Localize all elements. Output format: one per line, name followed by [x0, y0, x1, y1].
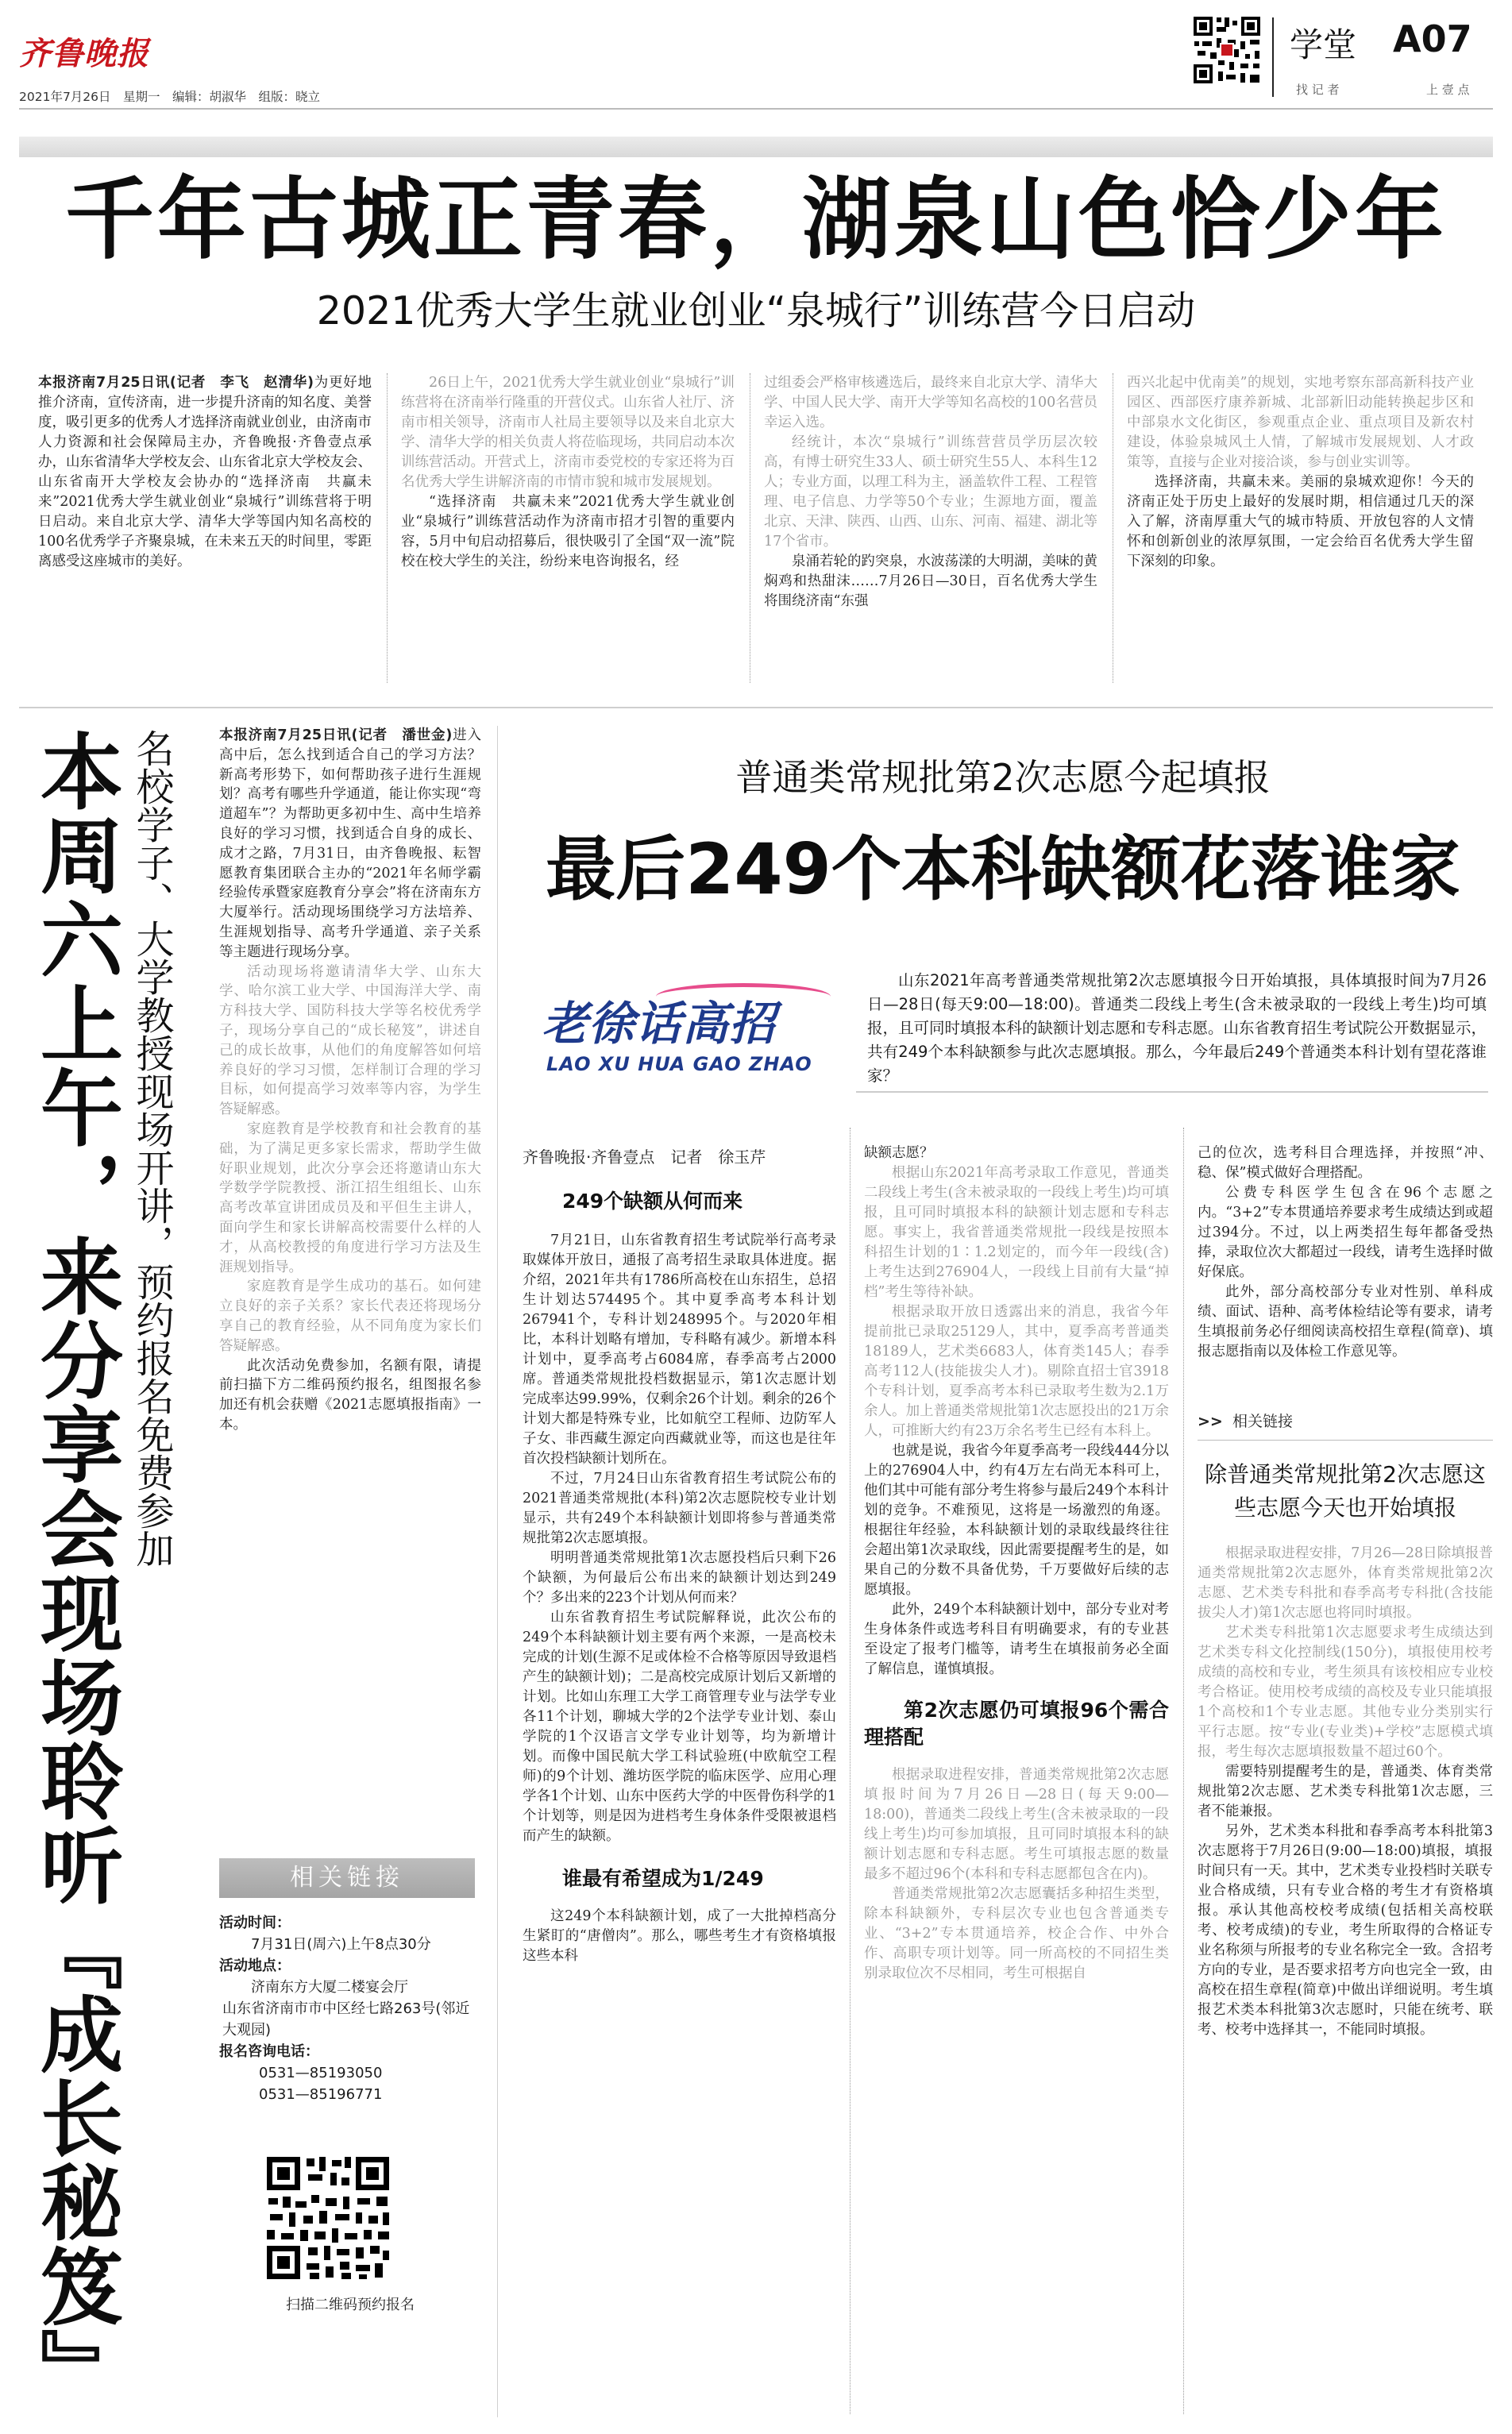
event-phone-2: 0531—85196771 [259, 2086, 383, 2103]
left-body-p2: 活动现场将邀请清华大学、山东大学、哈尔滨工业大学、中国海洋大学、南方科技大学、国防科技大学等名校优秀学子，现场分享自己的“成长秘笈”，讲述自己的成长故事，从他们的角度解答如何培养良好的学习习惯，怎样制订合理的学习目标，如何提高学习效率等内容，为学生答疑解惑。 [219, 963, 481, 1118]
left-body-p4: 家庭教育是学生成功的基石。如何建立良好的亲子关系？家长代表还将现场分享自己的教育经验，从不同角度为家长们答疑解惑。 [219, 1279, 481, 1354]
top-col-3-p1: 过组委会严格审核遴选后，最终来自北京大学、清华大学、中国人民大学、南开大学等知名高校的100名营员幸运入选。 [764, 375, 1097, 430]
related-links-label [1198, 1410, 1493, 1433]
top-col-1 [38, 373, 372, 687]
top-col-2-p2: “选择济南 共赢未来”2021优秀大学生就业创业“泉城行”训练营活动作为济南市招才引智的重要内容，5月中旬启动招募后，很快吸引了全国“双一流”院校在校大学生的关注，纷纷来电咨询报名，经 [401, 494, 735, 569]
sub-head-2: 谁最有希望成为1/249 [562, 1867, 764, 1890]
left-vertical-headline: 本周六上午，来分享会现场聆听『成长秘笈』 [26, 729, 123, 2413]
main-col-3-p2: 公费专科医学生包含在96个志愿之内。“3+2”专本贯通培养要求考生成绩达到或超过394分。不过，以上两类招生每年都备受热捧，录取位次大都超过一段线，请考生选择时做好保底。 [1198, 1185, 1493, 1280]
main-intro [867, 969, 1487, 1088]
main-col-1-p1: 7月21日，山东省教育招生考试院举行高考录取媒体开放日，通报了高考招生录取具体进度。据介绍，2021年共有1786所高校在山东招生，总招生计划达574495个。其中夏季高考本科计划267941个，专科计划248995个。与2020年相比，本科计划略有增加，专科略有减少。新增本科计划中，夏季高考占6084席，春季高考占2000席。普通类常规批投档数据显示，第1次志愿计划完成率达99.99%，仅剩余26个计划。剩余的26个计划大都是特殊专业，比如航空工程师、边防军人子女、非西藏生源定向西藏就业等，而这也是往年首次投档缺额计划所在。 [523, 1232, 836, 1467]
top-col-4-p2: 选择济南，共赢未来。美丽的泉城欢迎你！今天的济南正处于历史上最好的发展时期，相信通过几天的深入了解，济南厚重大气的城市特质、开放包容的人文情怀和创新创业的浓厚氛围，一定会给百名优秀大学生留下深刻的印象。 [1127, 474, 1474, 569]
left-body-p1: 进入高中后，怎么找到适合自己的学习方法？新高考形势下，如何帮助孩子进行生涯规划？高考有哪些升学通道，能让你实现“弯道超车”？为帮助更多初中生、高中生培养良好的学习习惯，找到适合自身的成长、成才之路，7月31日，由齐鲁晚报、耘智愿教育集团联合主办的“2021年名师学霸经验传承暨家庭教育分享会”将在济南东方大厦举行。活动现场围绕学习方法培养、生涯规划指导、高考升学通道、亲子关系等主题进行现场分享。 [219, 727, 481, 960]
top-headline: 千年古城正青春，湖泉山色恰少年 [65, 168, 1447, 272]
intro-rule [856, 1091, 1488, 1093]
event-time-label: 活动时间： [219, 1915, 291, 1931]
event-place-2: 山东省济南市市中区经七路263号(邻近大观园) [222, 2000, 470, 2039]
main-col-1-p2: 不过，7月24日山东省教育招生考试院公布的2021普通类常规批(本科)第2次志愿院校专业计划显示，共有249个本科缺额计划即将参与普通类常规批第2次志愿填报。 [523, 1471, 836, 1546]
date-line: 2021年7月26日 星期一 编辑：胡淑华 组版：晓立 [19, 90, 321, 104]
registration-qr-icon[interactable] [264, 2154, 392, 2282]
main-col-2 [864, 1144, 1169, 2418]
top-divider-1 [387, 373, 388, 683]
main-col-1 [523, 1144, 836, 2418]
left-main-divider [497, 726, 498, 2417]
masthead [19, 14, 1493, 103]
event-place-1: 济南东方大厦二楼宴会厅 [251, 1979, 408, 1996]
header-qr-icon [1191, 14, 1263, 103]
main-col-2-p6: 根据录取进程安排，普通类常规批第2次志愿填报时间为7月26日—28日(每天9:00—18:00)，普通类二段线上考生(含未被录取的一段线上考生)均可参加填报，且可同时填报本科的缺额计划志愿和专科志愿。考生可填报志愿的数量最多不超过96个(本科和专科志愿都包含在内)。 [864, 1767, 1169, 1882]
main-col-2-p4: 也就是说，我省今年夏季高考一段线444分以上的276904人中，约有4万左右尚无本科可上，他们其中可能有部分考生将参与最后249个本科计划的竞争。不难预见，这将是一场激烈的角逐。根据往年经验，本科缺额计划的录取线最终往往会超出第1次录取线，因此需要提醒考生的是，如果自己的分数不具备优势，千万要做好后续的志愿填报。 [864, 1443, 1169, 1598]
masthead-rule [19, 108, 1493, 110]
main-col-2-p3: 根据录取开放日透露出来的消息，我省今年提前批已录取25129人，其中，夏季高考普通类18189人，艺术类6683人，体育类145人；春季高考112人(技能拔尖人才)。剔除直招士官3918个专科计划，夏季高考本科已录取考生数为2.1万余人。加上普通类常规批第1次志愿投出的21万余人，可推断大约有23万余名考生已经有本科上。 [864, 1304, 1169, 1439]
top-col-4 [1127, 373, 1474, 687]
event-phone-label: 报名咨询电话： [219, 2043, 319, 2060]
column-logo-text: 老徐话高招 [542, 997, 777, 1051]
main-col-3-p7: 另外，艺术类本科批和春季高考本科批第3次志愿将于7月26日(9:00—18:00)填报，填报时间只有一天。其中，艺术类专业投档时关联专业合格成绩，只有专业合格的考生才有资格填报。承认其他高校校考成绩(包括相关高校联考、校考成绩)的专业，考生所取得的合格证专业名称须与所报考的专业名称完全一致。含招考方向的专业，是否要求招考方向也完全一致，由高校在招生章程(简章)中做出详细说明。考生填报艺术类本科批第3次志愿时，只能在统考、联考、校考中选择其一，不能同时填报。 [1198, 1823, 1493, 2038]
column-logo-pinyin: LAO XU HUA GAO ZHAO [546, 1053, 812, 1075]
main-col-3 [1198, 1144, 1493, 2418]
related-headline: 除普通类常规批第2次志愿这些志愿今天也开始填报 [1205, 1461, 1486, 1521]
main-col-3-p1: 己的位次，选考科目合理选择，并按照“冲、稳、保”模式做好合理搭配。 [1198, 1145, 1493, 1181]
section-name: 学堂 [1290, 25, 1357, 64]
main-col-1-p5: 这249个本科缺额计划，成了一大批掉档高分生紧盯的“唐僧肉”。那么，哪些考生才有资格填报这些本科 [523, 1908, 836, 1964]
main-col-3-p4: 根据录取进程安排，7月26—28日除填报普通类常规批第2次志愿外，体育类常规批第2次志愿、艺术类专科批和春季高考专科批(含技能拔尖人才)第1次志愿也将同时填报。 [1198, 1545, 1493, 1621]
top-col-4-p1: 西兴北起中优南美”的规划，实地考察东部高新科技产业园区、西部医疗康养新城、北部新旧动能转换起步区和中部泉水文化街区，参观重点企业、重点项目及新农村建设，体验泉城风土人情，了解城市发展规划、人才政策等，直接与企业对接洽谈，参与创业实训等。 [1127, 375, 1474, 470]
main-intro-text: 山东2021年高考普通类常规批第2次志愿填报今日开始填报，具体填报时间为7月26日—28日(每天9:00—18:00)。普通类二段线上考生(含未被录取的一段线上考生)均可填报，且可同时填报本科的缺额计划志愿和专科志愿。山东省教育招生考试院公开数据显示，共有249个本科缺额参与此次志愿填报。那么，今年最后249个普通类本科计划有望花落谁家？ [867, 971, 1487, 1085]
sub-head-3: 第2次志愿仍可填报96个需合理搭配 [864, 1699, 1169, 1749]
main-byline: 齐鲁晚报·齐鲁壹点 记者 徐玉芹 [523, 1148, 766, 1167]
left-vertical-subhead: 名校学子、大学教授现场开讲，预约报名免费参加 [129, 729, 174, 1568]
related-links-text: 相关链接 [1232, 1413, 1293, 1430]
main-col-2-p5: 此外，249个本科缺额计划中，部分专业对考生身体条件或选考科目有明确要求，有的专业甚至设定了报考门槛等，请考生在填报前务必全面了解信息，谨慎填报。 [864, 1602, 1169, 1677]
header-vertical-rule [1272, 17, 1274, 97]
main-col-2-p7: 普通类常规批第2次志愿囊括多种招生类型，除本科缺额外，专科层次专业也包含普通类专业、“3+2”专本贯通培养，校企合作、中外合作、高职专项计划等。同一所高校的不同招生类别录取位次不尽相同，考生可根据自 [864, 1886, 1169, 1981]
top-col-2-p1: 26日上午，2021优秀大学生就业创业“泉城行”训练营将在济南举行隆重的开营仪式。山东省人社厅、济南市相关领导，济南市人社局主要领导以及来自北京大学、清华大学的相关负责人将莅临现场，共同启动本次训练营活动。开营式上，济南市委党校的专家还将为百名优秀大学生讲解济南的市情市貌和城市发展规划。 [401, 375, 735, 490]
left-dateline: 本报济南7月25日讯(记者 潘世金) [219, 727, 453, 743]
main-col-3-p6: 需要特别提醒考生的是，普通类、体育类常规批第2次志愿、艺术类专科批第1次志愿，三者不能兼报。 [1198, 1764, 1493, 1819]
top-band [19, 137, 1493, 157]
top-col-3-p3: 泉涌若轮的趵突泉，水波荡漾的大明湖，美味的黄焖鸡和热甜沫……7月26日—30日，百名优秀大学生将围绕济南“东强 [764, 554, 1097, 609]
left-body [219, 726, 481, 1861]
section-rule [19, 707, 1493, 708]
event-place-label: 活动地点： [219, 1958, 291, 1974]
sub-head-1: 249个缺额从何而来 [562, 1190, 743, 1213]
left-related-label: 相关链接 [290, 1864, 404, 1892]
top-dateline: 本报济南7月25日讯(记者 李飞 赵清华) [38, 375, 314, 391]
main-kicker: 普通类常规批第2次志愿今起填报 [735, 756, 1271, 799]
event-phone-1: 0531—85193050 [259, 2065, 383, 2081]
top-col-3-p2: 经统计，本次“泉城行”训练营营员学历层次较高，有博士研究生33人、硕士研究生55人、本科生12人；专业方面，以理工科为主，涵盖软件工程、工程管理、电子信息、力学等50个专业；生源地方面，覆盖北京、天津、陕西、山西、山东、河南、福建、湖北等17个省市。 [764, 434, 1097, 550]
column-logo [537, 991, 854, 1078]
main-col-2-p1: 缺额志愿？ [864, 1145, 934, 1161]
contact-label: 找 记 者 [1296, 83, 1340, 97]
newspaper-logo: 齐鲁晚报 [19, 35, 149, 72]
top-col-3 [764, 373, 1097, 687]
qr-caption: 扫描二维码预约报名 [286, 2297, 415, 2313]
related-rule [1198, 1440, 1493, 1441]
double-chevron-icon: >> [1198, 1413, 1223, 1430]
main-col-1-p4: 山东省教育招生考试院解释说，此次公布的249个本科缺额计划主要有两个来源，一是高校未完成的计划(生源不足或体检不合格等原因导致退档产生的缺额计划)；二是高校完成原计划后又新增的计划。比如山东理工大学工商管理专业与法学专业各11个计划，聊城大学的2个法学专业计划、泰山学院的1个汉语言文学专业计划等，均为新增计划。而像中国民航大学工科试验班(中欧航空工程师)的9个计划、潍坊医学院的临床医学、应用心理学各1个计划、山东中医药大学的中医骨伤科学的1个计划等，则是因为进档考生身体条件受限被退档而产生的缺额。 [523, 1610, 836, 1844]
top-col-1-text: 为更好地推介济南，宣传济南，进一步提升济南的知名度、美誉度，吸引更多的优秀人才选择济南就业创业，由济南市人力资源和社会保障局主办，齐鲁晚报·齐鲁壹点承办，山东省清华大学校友会、山东省北京大学校友会、山东省南开大学校友会协办的“选择济南 共赢未来”2021优秀大学生就业创业“泉城行”训练营将于明日启动。来自北京大学、清华大学等国内知名高校的100名优秀学子齐聚泉城，在未来五天的时间里，零距离感受这座城市的美好。 [38, 375, 372, 569]
main-col-1-p3: 明明普通类常规批第1次志愿投档后只剩下26个缺额，为何最后公布出来的缺额计划达到249个？多出来的223个计划从何而来？ [523, 1550, 836, 1606]
app-label: 上 壹 点 [1426, 83, 1470, 97]
page-number: A07 [1393, 17, 1472, 60]
main-col-2-p2: 根据山东2021年高考录取工作意见，普通类二段线上考生(含未被录取的一段线上考生)均可填报，且可同时填报本科的缺额计划志愿和专科志愿。事实上，我省普通类常规批一段线是按照本科招生计划的1∶1.2划定的，而今年一段线(含)上考生达到276904人，一段线上目前有大量“掉档”考生等待补缺。 [864, 1165, 1169, 1300]
left-body-p5: 此次活动免费参加，名额有限，请提前扫描下方二维码预约报名，组图报名参加还有机会获赠《2021志愿填报指南》一本。 [219, 1357, 481, 1433]
event-info [219, 1912, 481, 2105]
left-body-p3: 家庭教育是学校教育和社会教育的基础，为了满足更多家长需求，帮助学生做好职业规划，此次分享会还将邀请山东大学数学学院教授、浙江招生组组长、山东高考改革宣讲团成员及和平但生主讲人，面向学生和家长讲解高校需要什么样的人才，从高校教授的角度进行学习方法及生涯规划指导。 [219, 1121, 481, 1275]
main-col-3-p3: 此外，部分高校部分专业对性别、单科成绩、面试、语种、高考体检结论等有要求，请考生填报前务必仔细阅读高校招生章程(简章)、填报志愿指南以及体检工作意见等。 [1198, 1284, 1493, 1360]
top-subhead: 2021优秀大学生就业创业“泉城行”训练营今日启动 [316, 288, 1196, 334]
main-col-3-p5: 艺术类专科批第1次志愿要求考生成绩达到艺术类专科文化控制线(150分)，填报使用校考成绩的高校和专业，考生须具有该校相应专业校考合格证。使用校考成绩的高校及专业只能填报1个高校和1个专业志愿。其他专业分类别实行平行志愿。按“专业(专业类)+学校”志愿模式填报，考生每次志愿填报数量不超过60个。 [1198, 1625, 1493, 1760]
main-divider-2 [1183, 1128, 1184, 2414]
event-time: 7月31日(周六)上午8点30分 [251, 1936, 431, 1953]
main-headline: 最后249个本科缺额花落谁家 [546, 828, 1460, 910]
top-col-2 [401, 373, 735, 687]
